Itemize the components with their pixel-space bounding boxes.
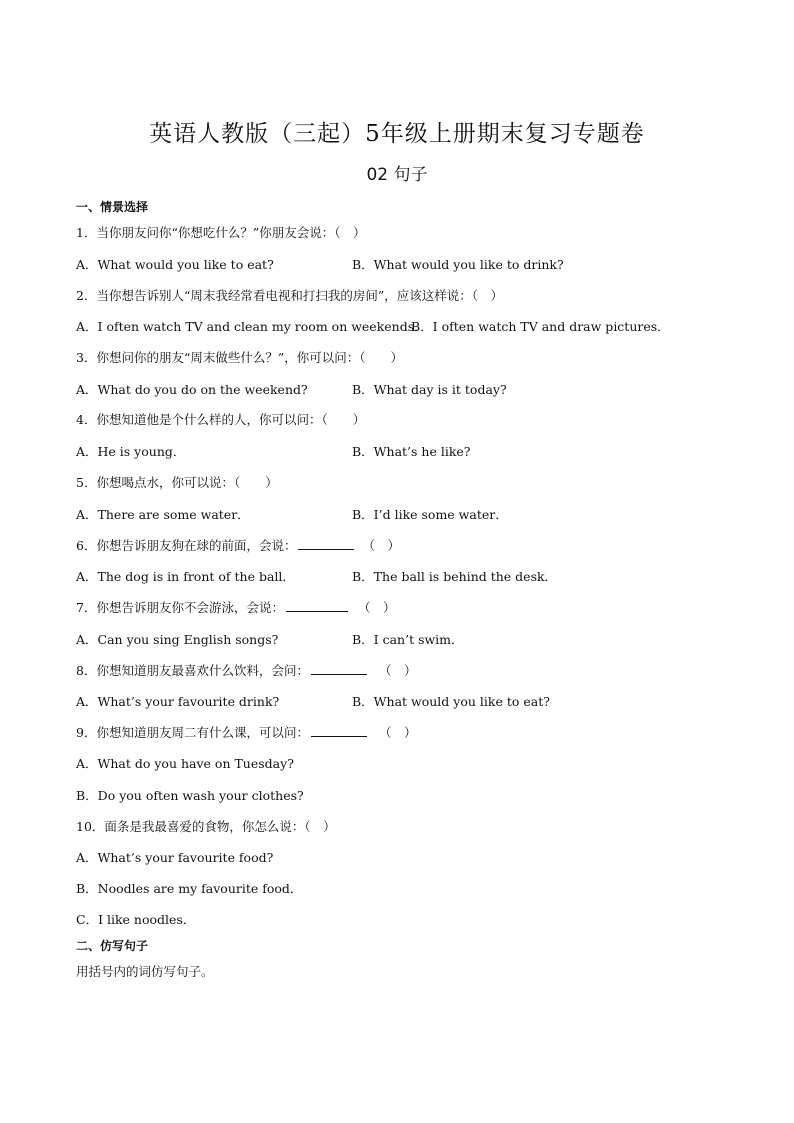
question-2-option-b: B．I often watch TV and draw pictures． bbox=[411, 319, 670, 334]
question-3-option-b: B．What day is it today? bbox=[352, 382, 507, 397]
question-6-stem bbox=[76, 537, 400, 555]
question-2-option-a: A．I often watch TV and clean my room on weekends． bbox=[76, 319, 427, 334]
section-heading-1: 一、情景选择 bbox=[76, 200, 149, 214]
question-7-stem bbox=[76, 599, 395, 617]
question-8-stem bbox=[76, 662, 416, 680]
question-7-option-a: A．Can you sing English songs? bbox=[76, 632, 279, 647]
question-5-option-b: B．I’d like some water． bbox=[352, 507, 508, 522]
question-9-stem-text: 9．你想知道朋友周二有什么课，可以问： bbox=[76, 725, 309, 740]
question-9-stem bbox=[76, 724, 416, 742]
answer-blank bbox=[298, 537, 354, 550]
question-7-stem-text: 7．你想告诉朋友你不会游泳，会说： bbox=[76, 600, 284, 615]
question-8-option-a: A．What’s your favourite drink? bbox=[76, 694, 280, 709]
question-10-option-a: A．What’s your favourite food? bbox=[76, 850, 274, 865]
question-9-option-a: A．What do you have on Tuesday? bbox=[76, 756, 294, 771]
question-10-option-c: C．I like noodles． bbox=[76, 912, 196, 927]
question-8-option-b: B．What would you like to eat? bbox=[352, 694, 550, 709]
question-6-option-a: A．The dog is in front of the ball． bbox=[76, 569, 295, 584]
question-4-stem: 4．你想知道他是个什么样的人，你可以问：（ ） bbox=[76, 412, 366, 427]
question-2-stem: 2．当你想告诉别人“周末我经常看电视和打扫我的房间”，应该这样说：（ ） bbox=[76, 288, 503, 303]
section-2-instruction: 用括号内的词仿写句子。 bbox=[76, 964, 214, 979]
answer-blank bbox=[286, 599, 348, 612]
question-1-option-a: A．What would you like to eat? bbox=[76, 257, 274, 272]
question-7-option-b: B．I can’t swim． bbox=[352, 632, 464, 647]
question-4-option-a: A．He is young． bbox=[76, 444, 186, 459]
question-4-option-b: B．What’s he like? bbox=[352, 444, 471, 459]
question-6-option-b: B．The ball is behind the desk． bbox=[352, 569, 558, 584]
question-5-option-a: A．There are some water． bbox=[76, 507, 250, 522]
question-10-option-b: B．Noodles are my favourite food． bbox=[76, 881, 303, 896]
section-heading-2: 二、仿写句子 bbox=[76, 939, 149, 953]
answer-blank bbox=[311, 724, 367, 737]
page-title: 英语人教版（三起）5年级上册期末复习专题卷 bbox=[149, 121, 645, 147]
question-1-option-b: B．What would you like to drink? bbox=[352, 257, 564, 272]
answer-bracket: （ ） bbox=[357, 600, 396, 615]
question-3-option-a: A．What do you do on the weekend? bbox=[76, 382, 308, 397]
question-3-stem: 3．你想问你的朋友“周末做些什么？”，你可以问：（ ） bbox=[76, 350, 403, 365]
question-1-stem: 1．当你朋友问你“你想吃什么？”你朋友会说：（ ） bbox=[76, 225, 366, 240]
question-9-option-b: B．Do you often wash your clothes? bbox=[76, 788, 304, 803]
answer-bracket: （ ） bbox=[378, 725, 417, 740]
answer-bracket: （ ） bbox=[378, 663, 417, 678]
answer-blank bbox=[311, 662, 367, 675]
question-6-stem-text: 6．你想告诉朋友狗在球的前面，会说： bbox=[76, 538, 297, 553]
question-8-stem-text: 8．你想知道朋友最喜欢什么饮料，会问： bbox=[76, 663, 309, 678]
question-10-stem: 10．面条是我最喜爱的食物，你怎么说：（ ） bbox=[76, 819, 336, 834]
question-5-stem: 5．你想喝点水，你可以说：（ ） bbox=[76, 475, 278, 490]
answer-bracket: （ ） bbox=[362, 538, 400, 553]
page-subtitle: 02 句子 bbox=[366, 165, 428, 185]
